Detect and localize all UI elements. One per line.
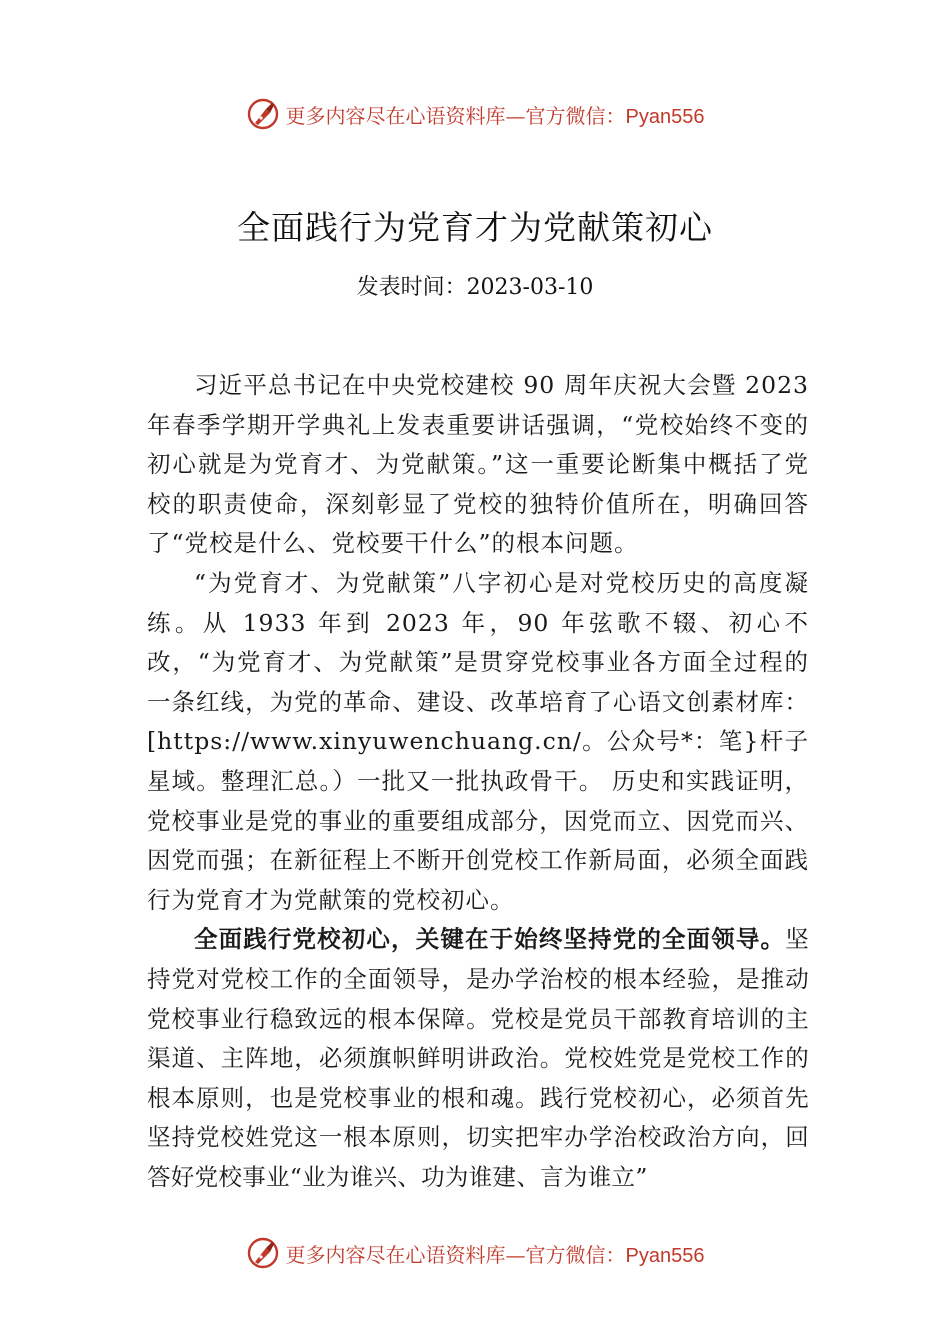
article-body — [147, 366, 809, 1197]
header-banner — [0, 94, 950, 134]
publish-date: 发表时间：2023-03-10 — [356, 275, 594, 300]
header-banner-cn: 更多内容尽在心语资料库—官方微信： — [285, 103, 626, 128]
footer-banner-wechat-id: Pyan556 — [625, 1244, 705, 1267]
paragraph-1: 习近平总书记在中央党校建校 90 周年庆祝大会暨 2023 年春季学期开学典礼上发表重要讲话强调，“党校始终不变的初心就是为党育才、为党献策。”这一重要论断集中概括了党校的职责使命，深刻彰显了党校的独特价值所在，明确回答了“党校是什么、党校要干什么”的根本问题。 — [147, 371, 809, 558]
paragraph-3-lead: 全面践行党校初心，关键在于始终坚持党的全面领导。 — [194, 925, 786, 954]
paragraph-3-text: 坚持党对党校工作的全面领导，是办学治校的根本经验，是推动党校事业行稳致远的根本保障。党校是党员干部教育培训的主渠道、主阵地，必须旗帜鲜明讲政治。党校姓党是党校工作的根本原则，也是党校事业的根和魂。践行党校初心，必须首先坚持党校姓党这一根本原则，切实把牢办学治校政治方向，回答好党校事业“业为谁兴、功为谁建、言为谁立” — [147, 925, 809, 1191]
header-banner-text — [286, 100, 705, 129]
footer-banner-text — [286, 1239, 705, 1268]
article-title: 全面践行为党育才为党献策初心 — [237, 208, 713, 247]
pen-nib-logo-icon — [246, 1236, 280, 1270]
header-banner-wechat-id: Pyan556 — [625, 105, 705, 128]
paragraph-2: “为党育才、为党献策”八字初心是对党校历史的高度凝练。从 1933 年到 2023 年，90 年弦歌不辍、初心不改，“为党育才、为党献策”是贯穿党校事业各方面全过程的一条红线，为党的革命、建设、改革培育了心语文创素材库：[https://www.xinyuwenchuang.cn/。公众号*：笔}杆子星域。整理汇总。）一批又一批执政骨干。 历史和实践证明，党校事业是党的事业的重要组成部分，因党而立、因党而兴、因党而强；在新征程上不断开创党校工作新局面，必须全面践行为党育才为党献策的党校初心。 — [147, 568, 809, 914]
paragraph-3 — [147, 920, 809, 1197]
pen-nib-logo-icon — [246, 97, 280, 131]
footer-banner-cn: 更多内容尽在心语资料库—官方微信： — [285, 1242, 626, 1267]
footer-banner — [0, 1233, 950, 1273]
